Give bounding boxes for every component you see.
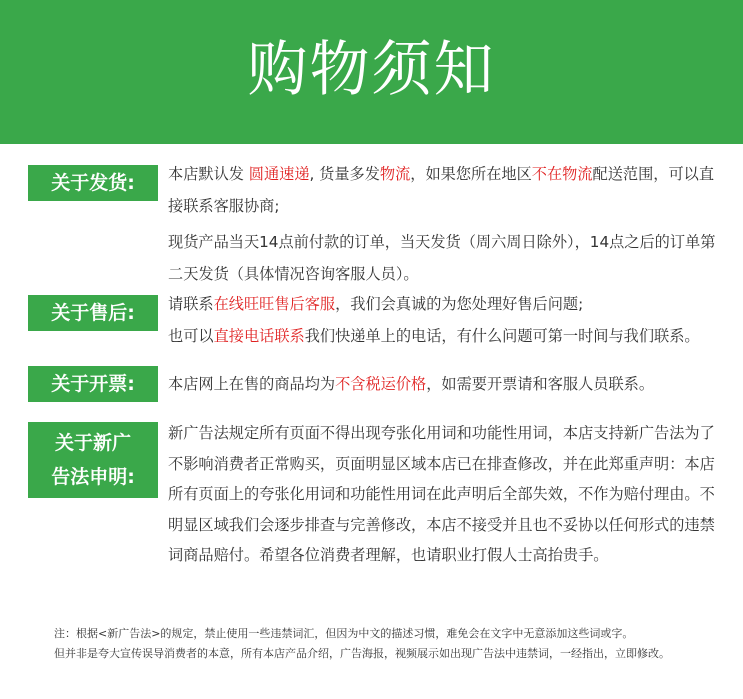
adlaw-label xyxy=(28,422,158,498)
shipping-paragraph-1 xyxy=(168,158,720,222)
aftersales-paragraph-2 xyxy=(168,320,720,352)
shipping-label xyxy=(28,165,158,201)
shipping-text-b: , 货量多发 xyxy=(309,165,380,183)
invoice-label-text: 关于开票: xyxy=(51,373,135,395)
invoice-text-b: ，如需要开票请和客服人员联系。 xyxy=(426,375,654,393)
aftersales-label xyxy=(28,295,158,331)
footnote xyxy=(54,624,734,664)
invoice-text-a: 本店网上在售的商品均为 xyxy=(168,375,336,393)
shipping-text-a: 本店默认发 xyxy=(168,165,249,183)
aftersales-label-text: 关于售后: xyxy=(51,302,135,324)
shipping-text-d: 配送范围，可以直接联系客服协商; xyxy=(168,165,715,215)
shipping-label-text: 关于发货: xyxy=(51,172,135,194)
shipping-logistics-highlight: 物流 xyxy=(379,165,411,183)
adlaw-label-line-2: 告法申明: xyxy=(51,466,135,488)
shipping-paragraph-2: 现货产品当天14点前付款的订单，当天发货（周六周日除外），14点之后的订单第二天发货（具体情况咨询客服人员）。 xyxy=(168,233,716,283)
adlaw-label-line-1: 关于新广 xyxy=(54,432,131,454)
aftersales-paragraph-1 xyxy=(168,288,720,320)
footnote-line-2: 但并非是夸大宣传误导消费者的本意，所有本店产品介绍，广告海报，视频展示如出现广告法中违禁词，一经指出，立即修改。 xyxy=(54,647,670,660)
aftersales-phone-highlight: 直接电话联系 xyxy=(213,327,305,345)
adlaw-text xyxy=(168,418,720,571)
invoice-paragraph-1 xyxy=(168,368,720,400)
aftersales-text-d: 我们快递单上的电话，有什么问题可第一时间与我们联系。 xyxy=(304,327,700,345)
footnote-line-1: 注：根据<新广告法>的规定，禁止使用一些违禁词汇，但因为中文的描述习惯，难免会在文字中无意添加这些词或字。 xyxy=(54,627,634,640)
invoice-label xyxy=(28,366,158,402)
invoice-tax-highlight: 不含税运价格 xyxy=(335,375,427,393)
invoice-text xyxy=(168,368,720,400)
shipping-courier-highlight: 圆通速递 xyxy=(248,165,310,183)
shipping-text xyxy=(168,158,720,290)
aftersales-text-b: ，我们会真诚的为您处理好售后问题; xyxy=(335,295,584,313)
aftersales-text-a: 请联系 xyxy=(168,295,214,313)
shipping-text-c: ，如果您所在地区 xyxy=(410,165,532,183)
aftersales-text-c: 也可以 xyxy=(168,327,214,345)
header-banner xyxy=(0,0,743,144)
adlaw-paragraph-1: 新广告法规定所有页面不得出现夸张化用词和功能性用词，本店支持新广告法为了不影响消费者正常购买，页面明显区域本店已在排查修改，并在此郑重声明：本店所有页面上的夸张化用词和功能性用词在此声明后全部失效，不作为赔付理由。不明显区域我们会逐步排查与完善修改，本店不接受并且也不妥协以任何形式的违禁词商品赔付。希望各位消费者理解，也请职业打假人士高抬贵手。 xyxy=(168,424,715,564)
shipping-out-of-range-highlight: 不在物流 xyxy=(531,165,593,183)
page-title: 购物须知 xyxy=(247,35,496,105)
aftersales-wangwang-highlight: 在线旺旺售后客服 xyxy=(213,295,336,313)
aftersales-text xyxy=(168,288,720,352)
